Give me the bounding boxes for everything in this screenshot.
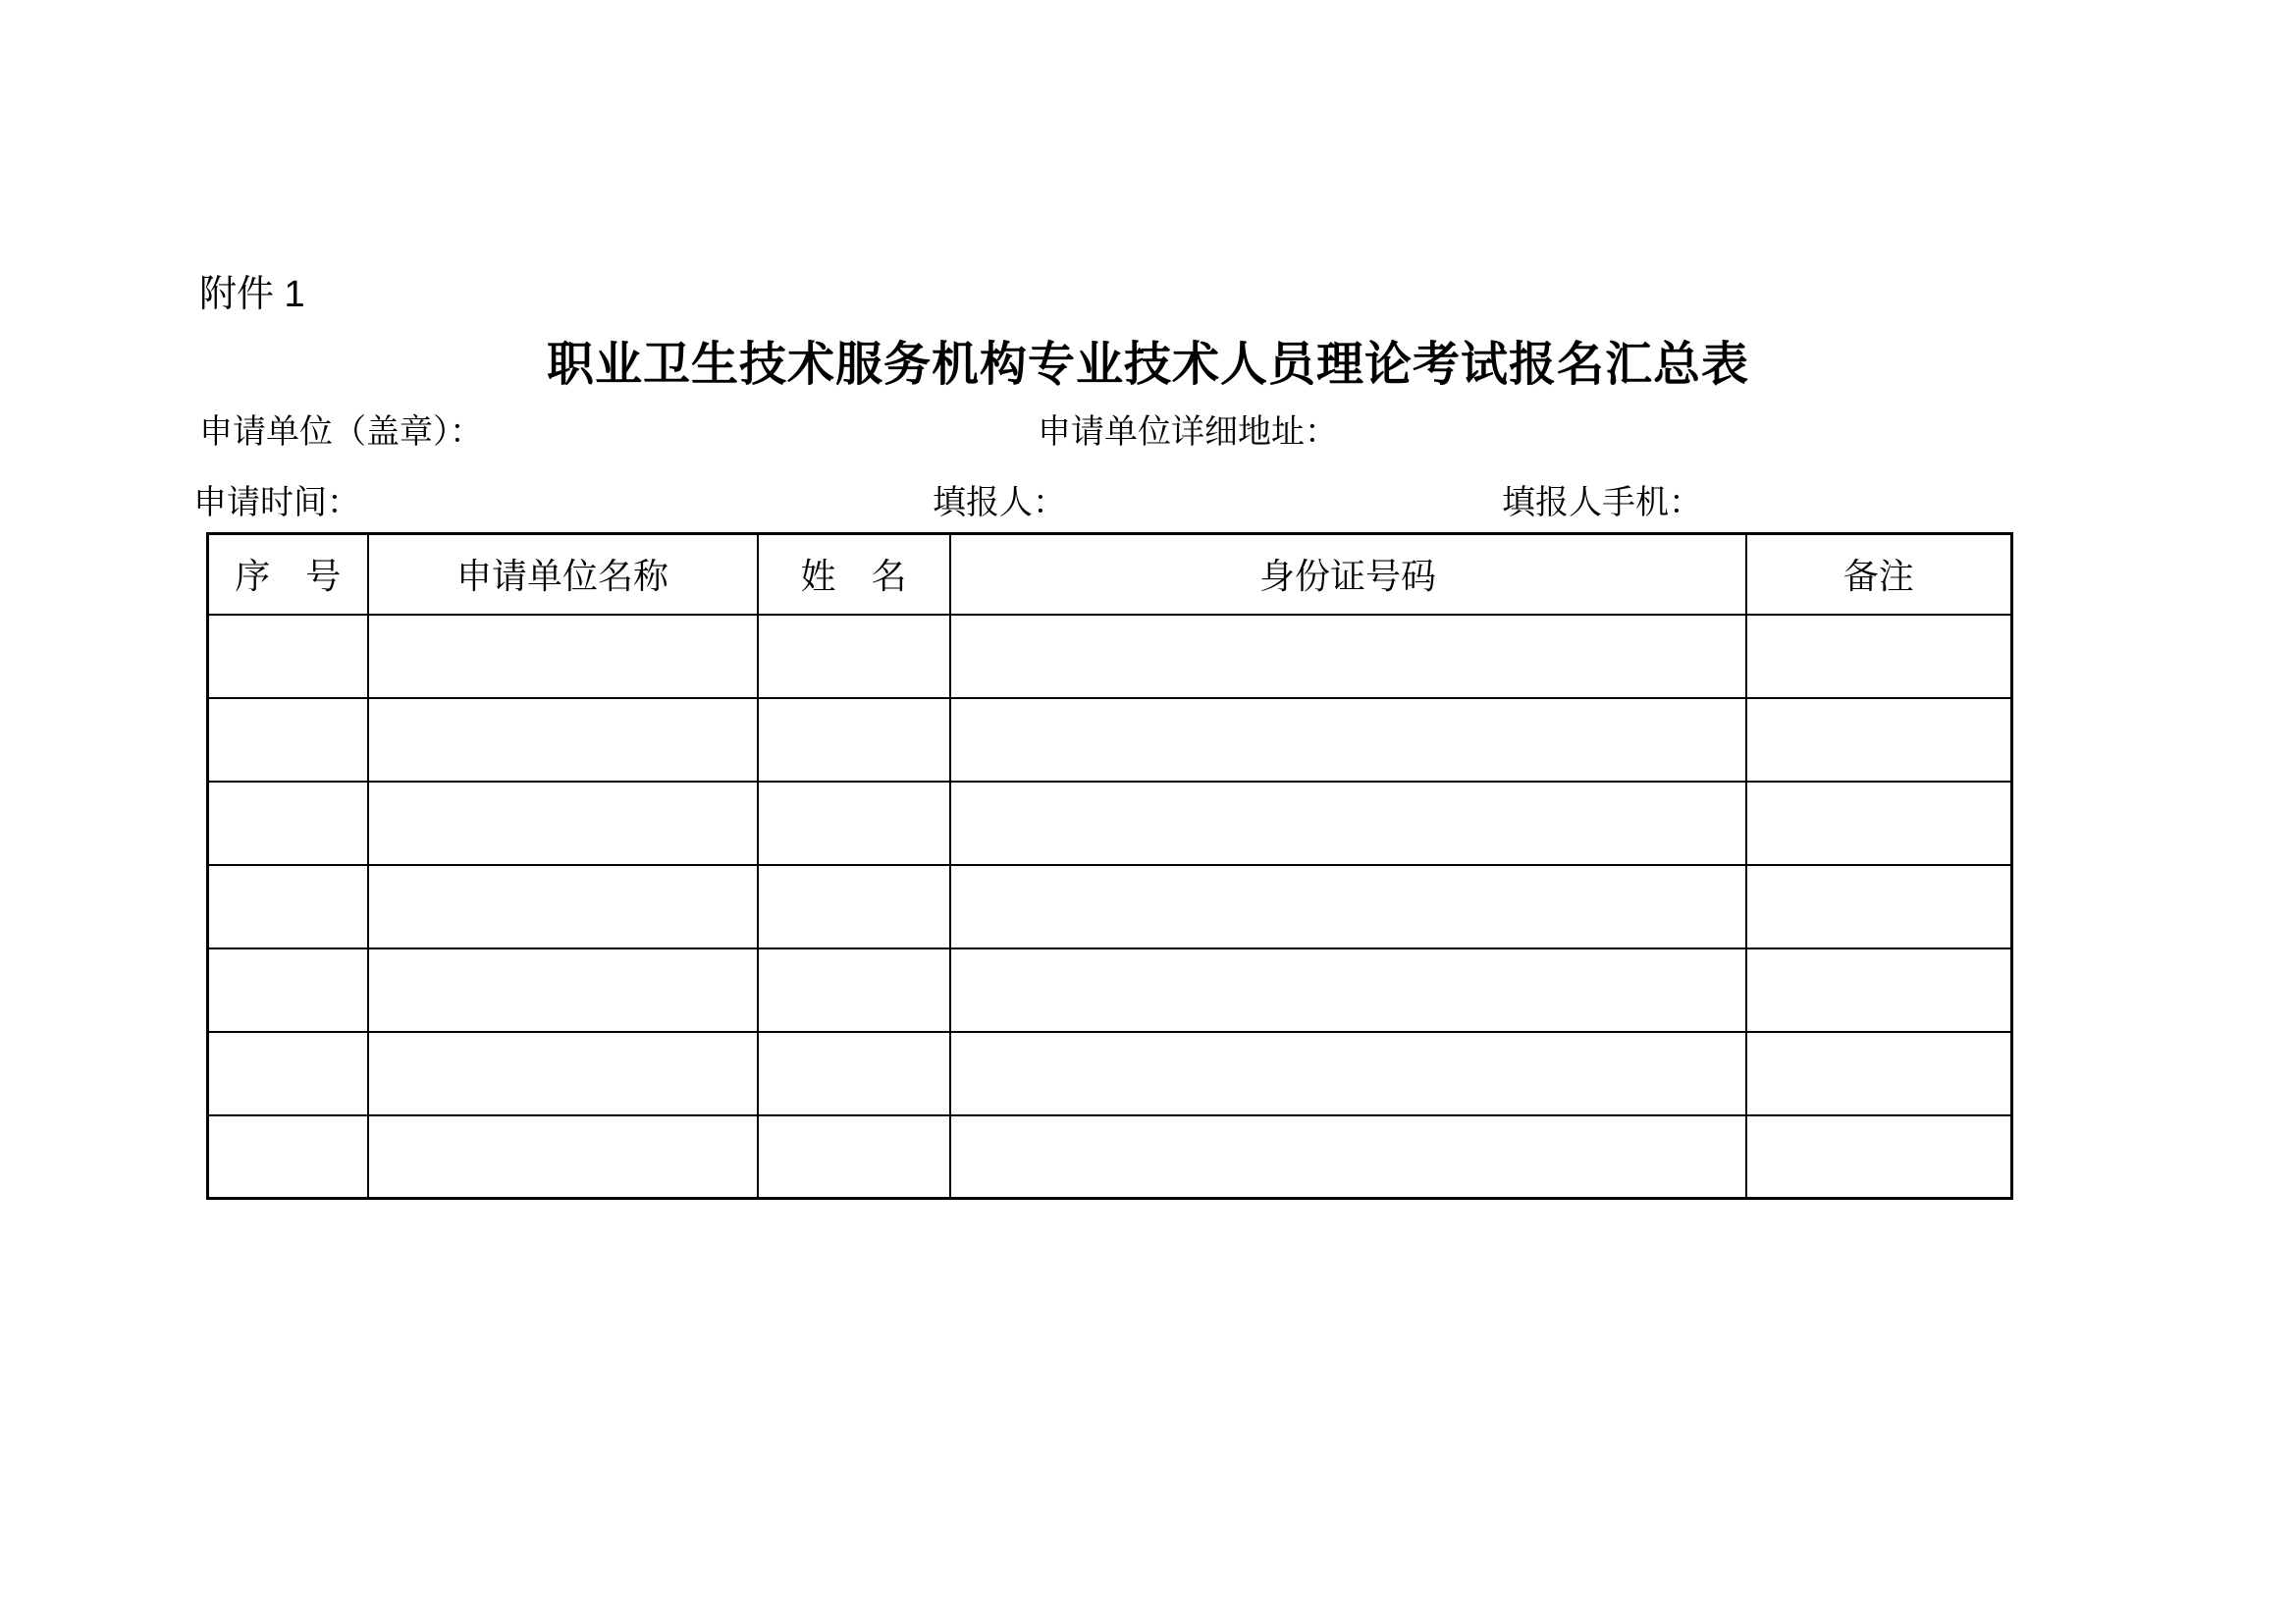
table-cell bbox=[1746, 948, 2012, 1032]
table-cell bbox=[758, 948, 950, 1032]
col-header-remarks: 备注 bbox=[1746, 534, 2012, 615]
table-cell bbox=[950, 1032, 1746, 1115]
table-cell bbox=[1746, 1032, 2012, 1115]
table-cell bbox=[368, 865, 758, 948]
table-cell bbox=[208, 948, 368, 1032]
table-cell bbox=[208, 865, 368, 948]
table-cell bbox=[368, 698, 758, 782]
table-cell bbox=[758, 615, 950, 698]
table-cell bbox=[208, 698, 368, 782]
table-row bbox=[208, 698, 2012, 782]
table-cell bbox=[1746, 782, 2012, 865]
table-cell bbox=[368, 948, 758, 1032]
col-header-index: 序 号 bbox=[208, 534, 368, 615]
col-header-unit-name: 申请单位名称 bbox=[368, 534, 758, 615]
table-cell bbox=[368, 782, 758, 865]
table-cell bbox=[758, 1032, 950, 1115]
table-cell bbox=[208, 1115, 368, 1199]
table-row bbox=[208, 782, 2012, 865]
applicant-unit-address-label: 申请单位详细地址： bbox=[1038, 413, 1338, 451]
table-cell bbox=[950, 698, 1746, 782]
table-row bbox=[208, 948, 2012, 1032]
filler-name-label: 填报人： bbox=[933, 484, 1066, 521]
table-cell bbox=[950, 1115, 1746, 1199]
table-cell bbox=[950, 865, 1746, 948]
table-row bbox=[208, 615, 2012, 698]
table-cell bbox=[950, 615, 1746, 698]
table-cell bbox=[208, 1032, 368, 1115]
registration-summary-table bbox=[206, 532, 2013, 1200]
table-cell bbox=[208, 782, 368, 865]
table-cell bbox=[1746, 1115, 2012, 1199]
application-time-label: 申请时间： bbox=[193, 484, 360, 521]
filler-phone-label: 填报人手机： bbox=[1502, 484, 1702, 521]
table-cell bbox=[950, 948, 1746, 1032]
table-cell bbox=[1746, 865, 2012, 948]
table-body bbox=[208, 615, 2012, 1199]
table-cell bbox=[1746, 615, 2012, 698]
document-title: 职业卫生技术服务机构专业技术人员理论考试报名汇总表 bbox=[546, 339, 1749, 391]
table-cell bbox=[950, 782, 1746, 865]
table-cell bbox=[368, 615, 758, 698]
table-cell bbox=[208, 615, 368, 698]
table-cell bbox=[758, 1115, 950, 1199]
col-header-person-name: 姓 名 bbox=[758, 534, 950, 615]
col-header-id-number: 身份证号码 bbox=[950, 534, 1746, 615]
table-row bbox=[208, 1032, 2012, 1115]
table-header-row bbox=[208, 534, 2012, 615]
table-row bbox=[208, 865, 2012, 948]
table-cell bbox=[368, 1115, 758, 1199]
attachment-number-label: 附件 1 bbox=[199, 274, 305, 315]
table-cell bbox=[368, 1032, 758, 1115]
table-cell bbox=[758, 865, 950, 948]
table-cell bbox=[1746, 698, 2012, 782]
table-cell bbox=[758, 782, 950, 865]
table-row bbox=[208, 1115, 2012, 1199]
applicant-unit-seal-label: 申请单位（盖章）： bbox=[199, 413, 483, 451]
table-cell bbox=[758, 698, 950, 782]
